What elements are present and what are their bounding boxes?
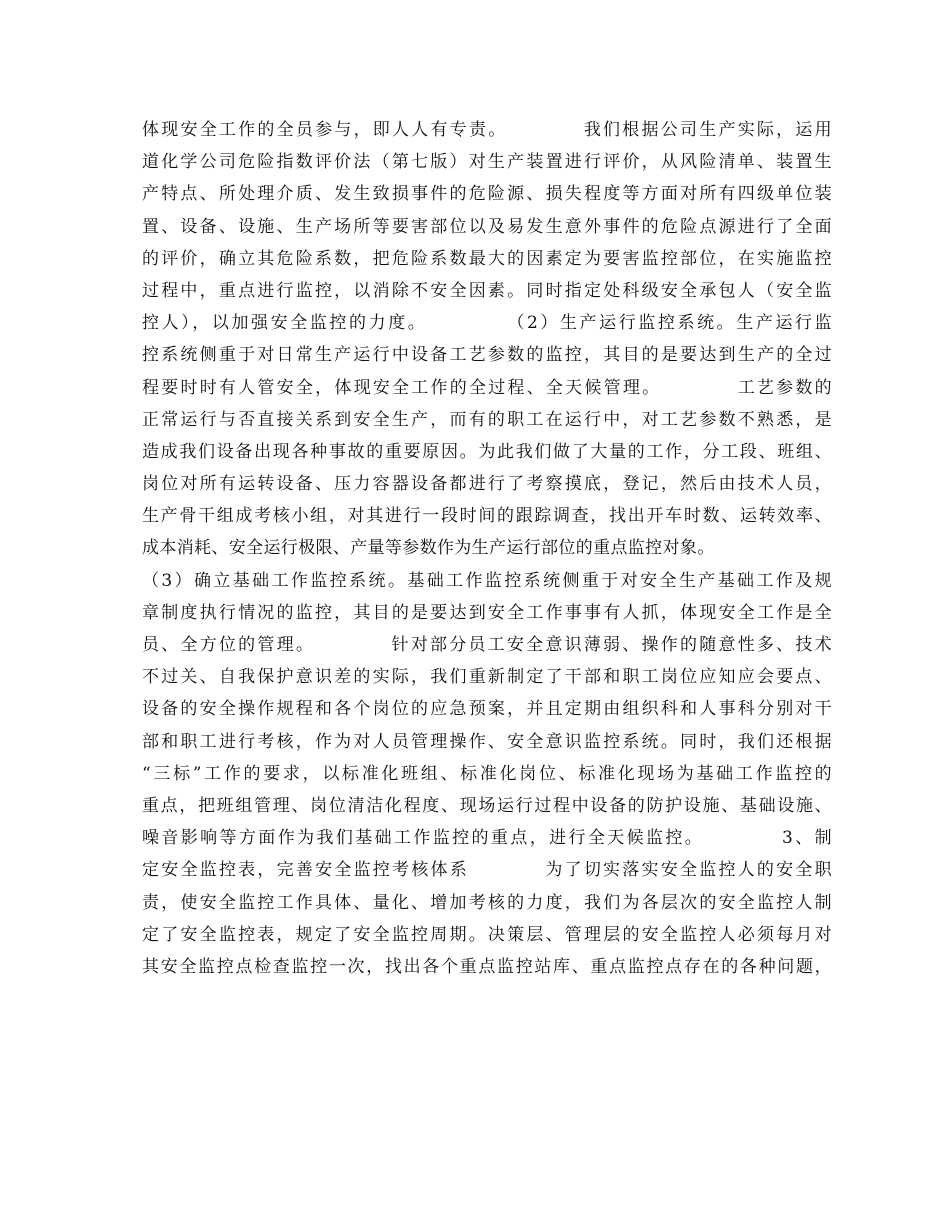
text-line: 体现安全工作的全员参与，即人人有专责。 我们根据公司生产实际，运用 bbox=[142, 120, 832, 140]
text-line: 重点，把班组管理、岗位清洁化程度、现场运行过程中设备的防护设施、基础设施、 bbox=[142, 795, 832, 816]
text-line: 的评价，确立其危险系数，把危险系数最大的因素定为要害监控部位，在实施监控 bbox=[142, 248, 832, 269]
text-line: 员、全方位的管理。 针对部分员工安全意识薄弱、操作的随意性多、技术 bbox=[142, 635, 832, 655]
text-line: 定了安全监控表，规定了安全监控周期。决策层、管理层的安全监控人必须每月对 bbox=[142, 924, 832, 945]
text-line: 设备的安全操作规程和各个岗位的应急预案，并且定期由组织科和人事科分别对干 bbox=[142, 699, 832, 720]
text-line: 道化学公司危险指数评价法（第七版）对生产装置进行评价，从风险清单、装置生 bbox=[142, 152, 832, 173]
text-line: 过程中，重点进行监控，以消除不安全因素。同时指定处科级安全承包人（安全监 bbox=[142, 280, 832, 301]
text-line: 正常运行与否直接关系到安全生产，而有的职工在运行中，对工艺参数不熟悉，是 bbox=[142, 409, 832, 430]
text-line: 控人），以加强安全监控的力度。 （2）生产运行监控系统。生产运行监 bbox=[142, 313, 832, 334]
text-line: （3）确立基础工作监控系统。基础工作监控系统侧重于对安全生产基础工作及规 bbox=[142, 570, 832, 591]
text-line: 噪音影响等方面作为我们基础工作监控的重点，进行全天候监控。 3、制 bbox=[142, 828, 832, 849]
text-line: 置、设备、设施、生产场所等要害部位以及易发生意外事件的危险点源进行了全面 bbox=[142, 216, 832, 237]
text-line: 控系统侧重于对日常生产运行中设备工艺参数的监控，其目的是要达到生产的全过 bbox=[142, 345, 832, 366]
text-line: 程要时时有人管安全，体现安全工作的全过程、全天候管理。 工艺参数的 bbox=[142, 377, 832, 398]
text-line: 其安全监控点检查监控一次，找出各个重点监控站库、重点监控点存在的各种问题， bbox=[142, 956, 832, 977]
text-line: 章制度执行情况的监控，其目的是要达到安全工作事事有人抓，体现安全工作是全 bbox=[142, 602, 832, 623]
text-line: 责，使安全监控工作具体、量化、增加考核的力度，我们为各层次的安全监控人制 bbox=[142, 892, 832, 913]
text-line: 不过关、自我保护意识差的实际，我们重新制定了干部和职工岗位应知应会要点、 bbox=[142, 667, 832, 688]
text-line: 部和职工进行考核，作为对人员管理操作、安全意识监控系统。同时，我们还根据 bbox=[142, 731, 832, 752]
text-line: 岗位对所有运转设备、压力容器设备都进行了考察摸底，登记，然后由技术人员， bbox=[142, 474, 832, 495]
text-line: 造成我们设备出现各种事故的重要原因。为此我们做了大量的工作，分工段、班组、 bbox=[142, 441, 832, 462]
text-line: “三标”工作的要求，以标准化班组、标准化岗位、标准化现场为基础工作监控的 bbox=[142, 763, 832, 784]
text-line: 生产骨干组成考核小组，对其进行一段时间的跟踪调查，找出开车时数、运转效率、 bbox=[142, 506, 832, 527]
text-line: 成本消耗、安全运行极限、产量等参数作为生产运行部位的重点监控对象。 bbox=[142, 538, 715, 559]
body-text bbox=[142, 114, 832, 983]
text-line: 定安全监控表，完善安全监控考核体系 为了切实落实安全监控人的安全职 bbox=[142, 860, 832, 881]
text-line: 产特点、所处理介质、发生致损事件的危险源、损失程度等方面对所有四级单位装 bbox=[142, 184, 832, 205]
